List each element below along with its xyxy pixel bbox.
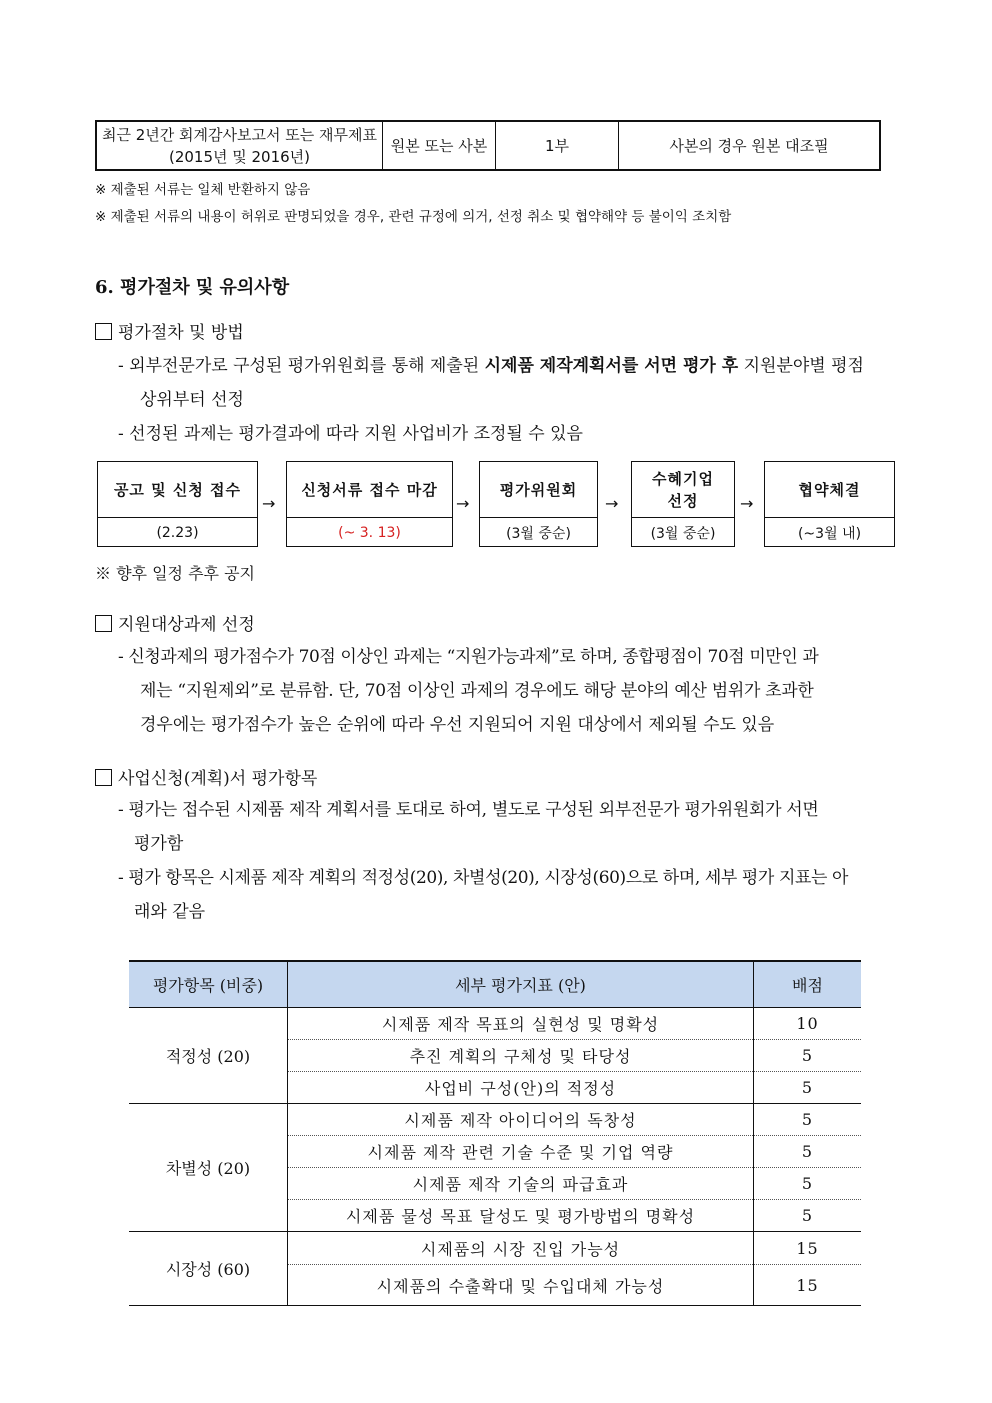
score-cell: 15 [754,1232,862,1265]
flow-step-title: 공고 및 신청 접수 [98,462,257,518]
checkbox-square-icon [95,323,112,340]
required-documents-table [95,120,881,171]
score-cell: 5 [754,1168,862,1200]
evaluation-bullet-1: - 평가는 접수된 시제품 제작 계획서를 토대로 하여, 별도로 구성된 외부전문가 평가위원회가 서면 [118,800,819,820]
flow-step-date: (~3월 내) [797,525,862,542]
flow-step-date: (2.23) [156,524,199,541]
flow-step-date: (~ 3. 13) [338,524,401,541]
evaluation-bullet-2-line2: 래와 같음 [134,902,206,922]
flow-step-title: 평가위원회 [480,462,597,518]
procedure-bullet-1: - 외부전문가로 구성된 평가위원회를 통해 제출된 시제품 제작계획서를 서면 평가 후 지원분야별 평점 [118,356,864,376]
score-cell: 5 [754,1072,862,1104]
flow-footnote: ※ 향후 일정 추후 공지 [95,564,255,583]
evaluation-bullet-1-line2: 평가함 [134,834,184,854]
indicator-cell: 시제품의 시장 진입 가능성 [288,1232,754,1265]
indicator-cell: 시제품 물성 목표 달성도 및 평가방법의 명확성 [288,1200,754,1232]
arrow-right-icon: → [456,494,470,513]
score-cell: 5 [754,1200,862,1232]
flow-step-title: 수혜기업 선정 [632,462,734,518]
selection-heading: 지원대상과제 선정 [95,610,255,635]
score-cell: 5 [754,1104,862,1136]
category-cell: 차별성 (20) [129,1104,288,1232]
indicator-cell: 시제품 제작 관련 기술 수준 및 기업 역량 [288,1136,754,1168]
indicator-cell: 추진 계획의 구체성 및 타당성 [288,1040,754,1072]
indicator-cell: 사업비 구성(안)의 적정성 [288,1072,754,1104]
note-false-document: ※ 제출된 서류의 내용이 허위로 판명되었을 경우, 관련 규정에 의거, 선정 취소 및 협약해약 등 불이익 조치함 [95,209,732,225]
flow-step-announcement [97,461,258,547]
score-cell: 5 [754,1040,862,1072]
column-header-indicator: 세부 평가지표 (안) [288,961,754,1008]
table-row [129,1008,861,1040]
flow-step-title: 신청서류 접수 마감 [287,462,452,518]
flow-step-committee [479,461,598,547]
evaluation-bullet-2: - 평가 항목은 시제품 제작 계획의 적정성(20), 차별성(20), 시장성(60)으로 하며, 세부 평가 지표는 아 [118,868,849,888]
flow-step-selection [631,461,735,547]
table-header-row [129,961,861,1008]
flow-step-agreement [764,461,895,547]
score-cell: 5 [754,1136,862,1168]
checkbox-square-icon [95,769,112,786]
score-cell: 10 [754,1008,862,1040]
checkbox-square-icon [95,615,112,632]
procedure-heading: 평가절차 및 방법 [95,318,244,343]
category-cell: 시장성 (60) [129,1232,288,1306]
indicator-cell: 시제품 제작 아이디어의 독창성 [288,1104,754,1136]
procedure-bullet-2: - 선정된 과제는 평가결과에 따라 지원 사업비가 조정될 수 있음 [118,424,583,444]
arrow-right-icon: → [605,494,619,513]
evaluation-heading: 사업신청(계획)서 평가항목 [95,764,317,789]
table-row [129,1232,861,1265]
flow-step-date: (3월 중순) [650,525,716,542]
selection-line-1: - 신청과제의 평가점수가 70점 이상인 과제는 “지원가능과제”로 하며, 종합평점이 70점 미만인 과 [118,647,819,667]
flow-step-date: (3월 중순) [506,525,571,542]
document-count-cell: 1부 [496,121,619,170]
column-header-category: 평가항목 (비중) [129,961,288,1008]
indicator-cell: 시제품 제작 목표의 실현성 및 명확성 [288,1008,754,1040]
procedure-bullet-1-line2: 상위부터 선정 [140,390,244,410]
evaluation-criteria-table [129,960,861,1306]
table-row [96,121,880,170]
document-name-cell: 최근 2년간 회계감사보고서 또는 재무제표(2015년 및 2016년) [96,121,383,170]
section-title: 6. 평가절차 및 유의사항 [95,277,290,298]
note-no-return: ※ 제출된 서류는 일체 반환하지 않음 [95,182,311,198]
indicator-cell: 시제품 제작 기술의 파급효과 [288,1168,754,1200]
arrow-right-icon: → [262,494,276,513]
score-cell: 15 [754,1265,862,1306]
flow-step-deadline [286,461,453,547]
arrow-right-icon: → [740,494,754,513]
category-cell: 적정성 (20) [129,1008,288,1104]
selection-line-2: 제는 “지원제외”로 분류함. 단, 70점 이상인 과제의 경우에도 해당 분야의 예산 범위가 초과한 [140,681,814,701]
indicator-cell: 시제품의 수출확대 및 수입대체 가능성 [288,1265,754,1306]
document-type-cell: 원본 또는 사본 [383,121,496,170]
flow-step-title: 협약체결 [765,462,894,518]
column-header-score: 배점 [754,961,862,1008]
table-row [129,1104,861,1136]
document-remark-cell: 사본의 경우 원본 대조필 [619,121,881,170]
selection-line-3: 경우에는 평가점수가 높은 순위에 따라 우선 지원되어 지원 대상에서 제외될 수도 있음 [140,715,775,735]
